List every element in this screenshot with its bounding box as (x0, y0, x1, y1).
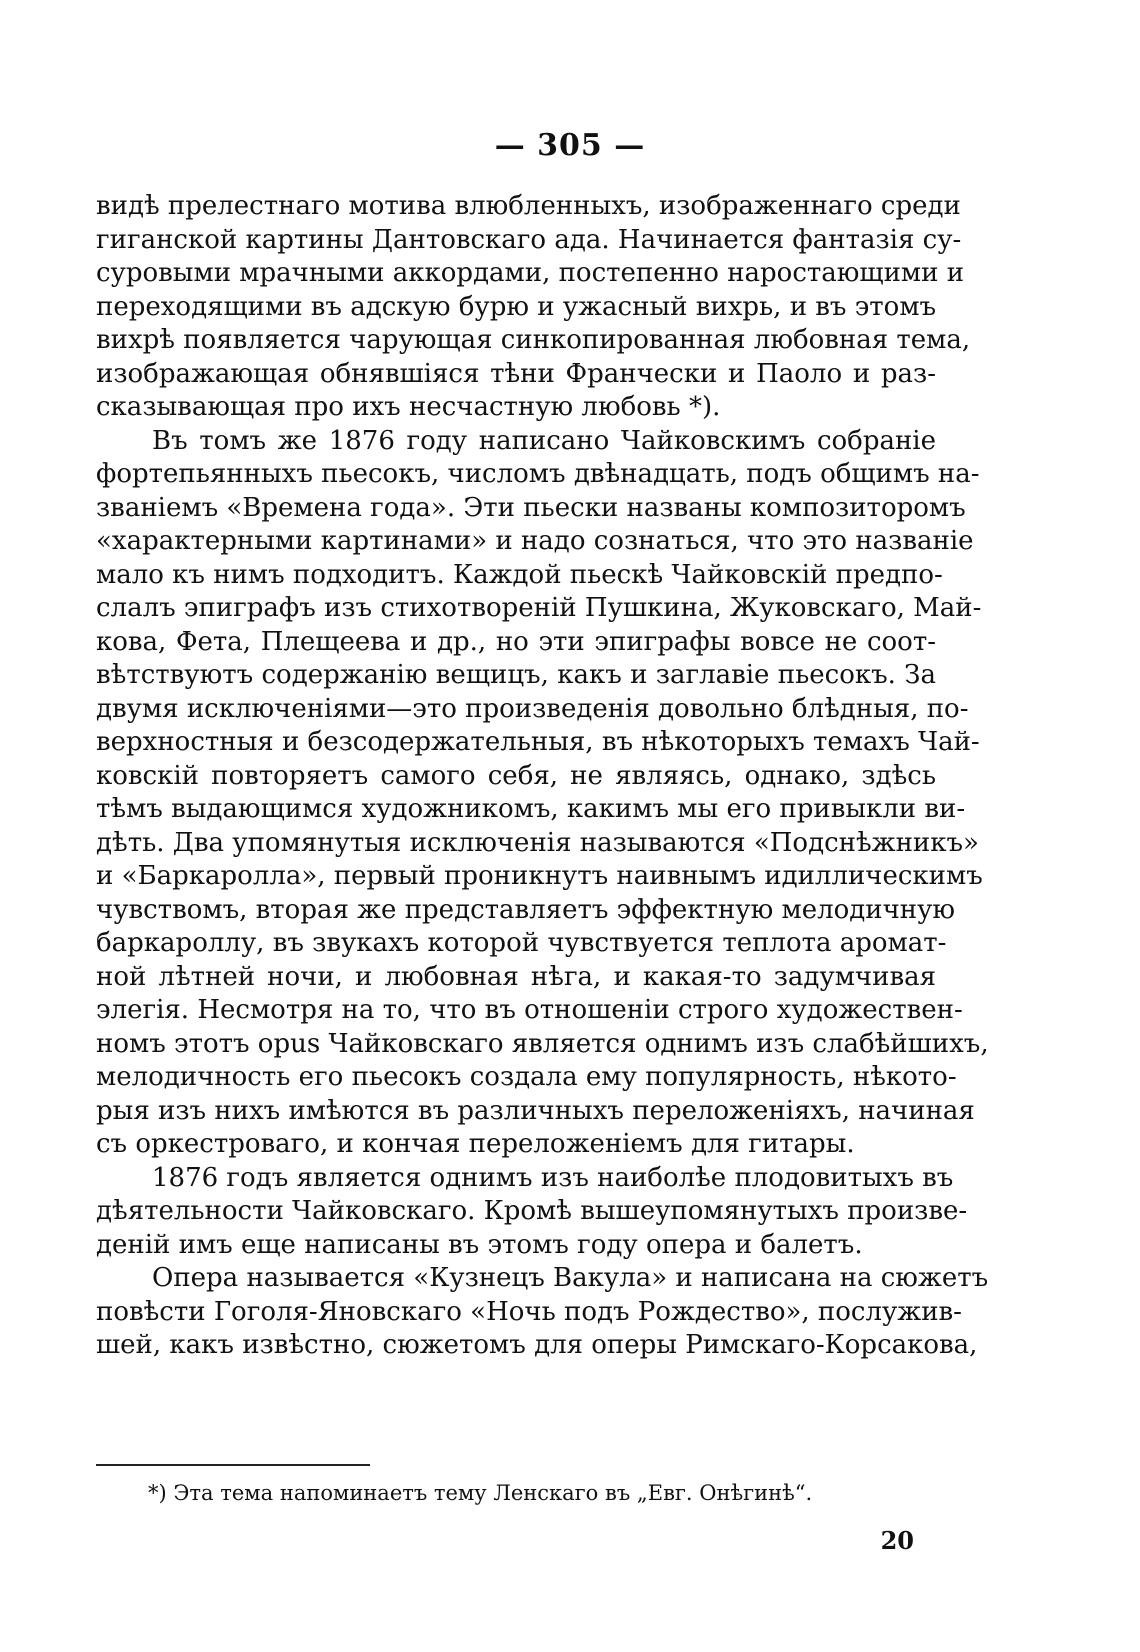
text-line: вихрѣ появляется чарующая синкопированная любовная тема, (96, 325, 971, 355)
text-line: видѣ прелестнаго мотива влюбленныхъ, изображеннаго среди (96, 191, 961, 221)
paragraph-2 (96, 425, 989, 1162)
text-line: вѣтствуютъ содержанію вещицъ, какъ и заглавіе пьесокъ. За (96, 660, 936, 690)
text-line: баркароллу, въ звукахъ которой чувствуется теплота аромат- (96, 928, 947, 958)
text-line: ковскій повторяетъ самого себя, не являясь, однако, здѣсь (96, 760, 936, 791)
text-line: чувствомъ, вторая же представляетъ эффектную мелодичную (96, 894, 956, 925)
footnote-divider (96, 1464, 370, 1466)
signature-mark (881, 1526, 914, 1555)
text-line: ной лѣтней ночи, и любовная нѣга, и какая-то задумчивая (96, 961, 936, 992)
main-text (96, 190, 989, 1363)
text-line: званіемъ «Времена года». Эти пьески названы композиторомъ (96, 492, 966, 523)
text-line: рыя изъ нихъ имѣются въ различныхъ переложеніяхъ, начиная (96, 1095, 975, 1126)
text-line: деній имъ еще написаны въ этомъ году опера и балетъ. (96, 1229, 863, 1260)
text-line: сказывающая про ихъ несчастную любовь *). (96, 392, 721, 422)
text-line: изображающая обнявшіяся тѣни Франчески и Паоло и раз- (96, 358, 936, 389)
text-line: дѣть. Два упомянутыя исключенія называются «Подснѣжникъ» (96, 827, 979, 858)
paragraph-4 (96, 1262, 989, 1363)
footnote-text: *) Эта тема напоминаетъ тему Ленскаго въ „Евг. Онѣгинѣ“. (148, 1481, 813, 1505)
page-header (0, 128, 1140, 163)
signature-number: 20 (880, 1526, 914, 1555)
text-line: тѣмъ выдающимся художникомъ, какимъ мы его привыкли ви- (96, 794, 966, 824)
text-line: переходящими въ адскую бурю и ужасный вихрь, и въ этомъ (96, 291, 937, 322)
text-line: шей, какъ извѣстно, сюжетомъ для оперы Римскаго-Корсакова, (96, 1330, 978, 1360)
text-line: мелодичность его пьесокъ создала ему популярность, нѣкото- (96, 1062, 957, 1092)
text-line: номъ этотъ opus Чайковскаго является однимъ изъ слабѣйшихъ, (96, 1028, 989, 1059)
text-line: гиганской картины Дантовскаго ада. Начинается фантазія су- (96, 224, 962, 255)
page-number: — 305 — (494, 128, 646, 163)
text-line: слалъ эпиграфъ изъ стихотвореній Пушкина, Жуковскаго, Май- (96, 593, 982, 623)
paragraph-3 (96, 1162, 968, 1263)
text-line: мало къ нимъ подходитъ. Каждой пьескѣ Чайковскій предпо- (96, 559, 943, 590)
text-line: «характерными картинами» и надо сознаться, что это названіе (96, 526, 974, 556)
text-line: съ оркестроваго, и кончая переложеніемъ для гитары. (96, 1129, 855, 1159)
text-line: дѣятельности Чайковскаго. Кромѣ вышеупомянутыхъ произве- (96, 1196, 968, 1226)
text-line: фортепьянныхъ пьесокъ, числомъ двѣнадцать, подъ общимъ на- (96, 459, 980, 489)
text-line: суровыми мрачными аккордами, постепенно наростающими и (96, 258, 965, 288)
text-line: и «Баркаролла», первый проникнутъ наивнымъ идиллическимъ (96, 861, 983, 891)
text-line: Опера называется «Кузнецъ Вакула» и написана на сюжетъ (152, 1263, 989, 1293)
text-line: верхностныя и безсодержательныя, въ нѣкоторыхъ темахъ Чай- (96, 727, 980, 757)
text-line: Въ томъ же 1876 году написано Чайковскимъ собраніе (152, 425, 936, 456)
text-line: кова, Фета, Плещеева и др., но эти эпиграфы вовсе не соот- (96, 626, 936, 657)
paragraph-1 (96, 190, 971, 425)
text-line: двумя исключеніями—это произведенія довольно блѣдныя, по- (96, 693, 969, 724)
text-line: 1876 годъ является однимъ изъ наиболѣе плодовитыхъ въ (152, 1162, 954, 1193)
footnote (148, 1481, 908, 1505)
text-line: элегія. Несмотря на то, что въ отношеніи строго художествен- (96, 995, 963, 1025)
text-line: повѣсти Гоголя-Яновскаго «Ночь подъ Рождество», послужив- (96, 1296, 962, 1327)
